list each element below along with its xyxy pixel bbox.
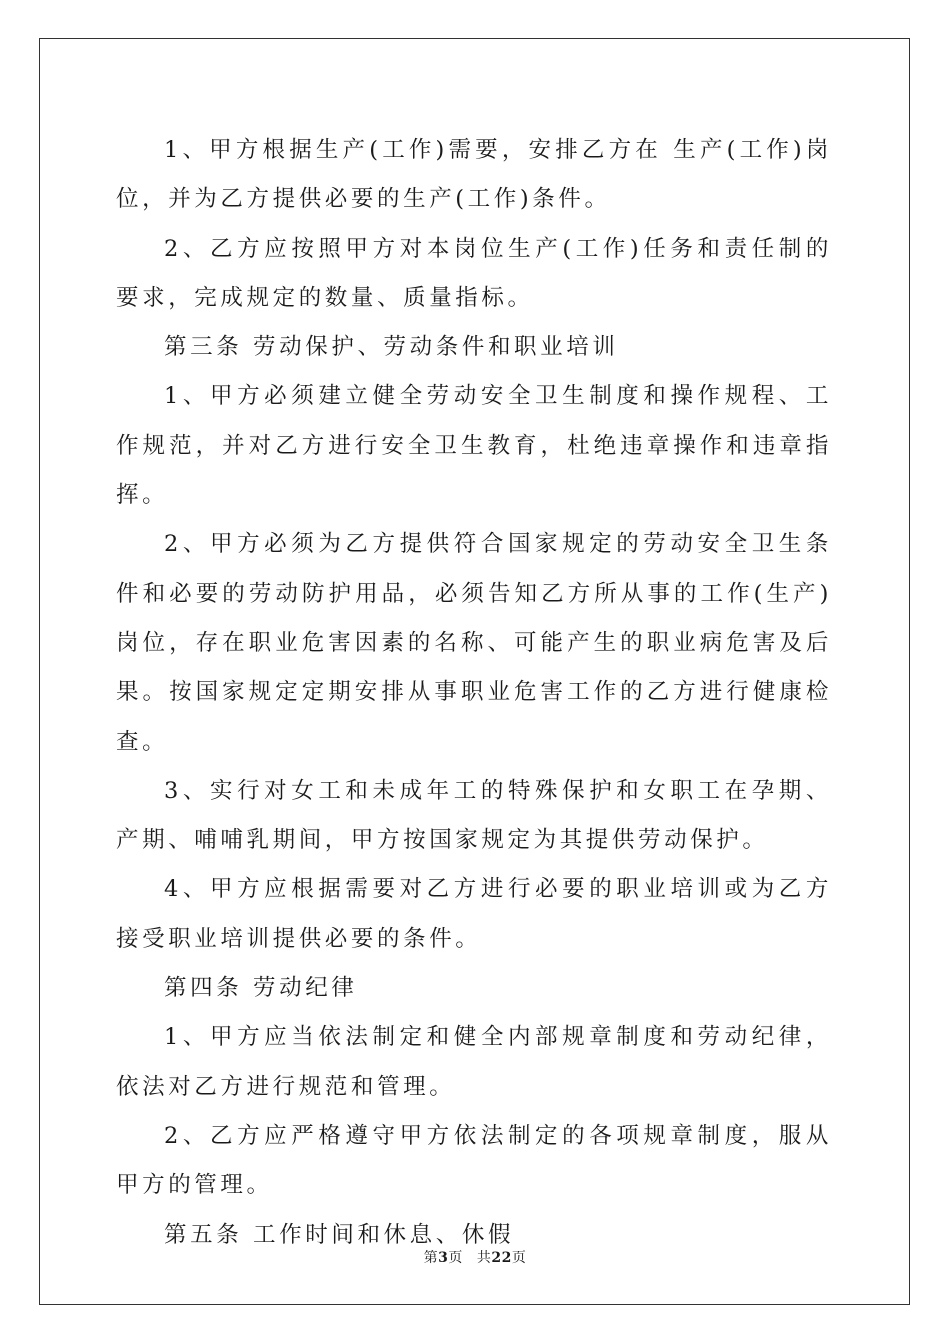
paragraph-4-1: 1、甲方应当依法制定和健全内部规章制度和劳动纪律，依法对乙方进行规范和管理。 xyxy=(116,1024,832,1100)
total-pages-number: 22 xyxy=(491,1250,512,1266)
paragraph-3-4: 4、甲方应根据需要对乙方进行必要的职业培训或为乙方接受职业培训提供必要的条件。 xyxy=(116,876,832,952)
page-suffix: 页 xyxy=(448,1250,463,1266)
total-suffix: 页 xyxy=(511,1250,527,1266)
paragraph-1: 1、甲方根据生产(工作)需要，安排乙方在 生产(工作)岗位，并为乙方提供必要的生产(工作)条件。 xyxy=(116,137,832,213)
paragraph-2: 2、乙方应按照甲方对本岗位生产(工作)任务和责任制的要求，完成规定的数量、质量指标。 xyxy=(116,235,832,311)
page-prefix: 第 xyxy=(423,1250,439,1266)
section-heading-4: 第四条 劳动纪律 xyxy=(164,975,358,1002)
paragraph-3-1: 1、甲方必须建立健全劳动安全卫生制度和操作规程、工作规范，并对乙方进行安全卫生教育，杜绝违章操作和违章指挥。 xyxy=(116,383,832,509)
paragraph-4-2: 2、乙方应严格遵守甲方依法制定的各项规章制度，服从甲方的管理。 xyxy=(116,1122,832,1199)
paragraph-3-3: 3、实行对女工和未成年工的特殊保护和女职工在孕期、产期、哺哺乳期间，甲方按国家规定为其提供劳动保护。 xyxy=(116,777,832,854)
section-heading-3: 第三条 劳动保护、劳动条件和职业培训 xyxy=(164,334,619,361)
section-heading-5: 第五条 工作时间和休息、休假 xyxy=(164,1221,515,1248)
total-prefix: 共 xyxy=(476,1250,492,1266)
document-body xyxy=(116,126,832,1260)
page-footer xyxy=(0,1247,950,1267)
paragraph-3-2: 2、甲方必须为乙方提供符合国家规定的劳动安全卫生条件和必要的劳动防护用品，必须告知乙方所从事的工作(生产)岗位，存在职业危害因素的名称、可能产生的职业病危害及后果。按国家规定定期安排从事职业危害工作的乙方进行健康检查。 xyxy=(116,531,832,755)
current-page-number: 3 xyxy=(438,1250,449,1266)
